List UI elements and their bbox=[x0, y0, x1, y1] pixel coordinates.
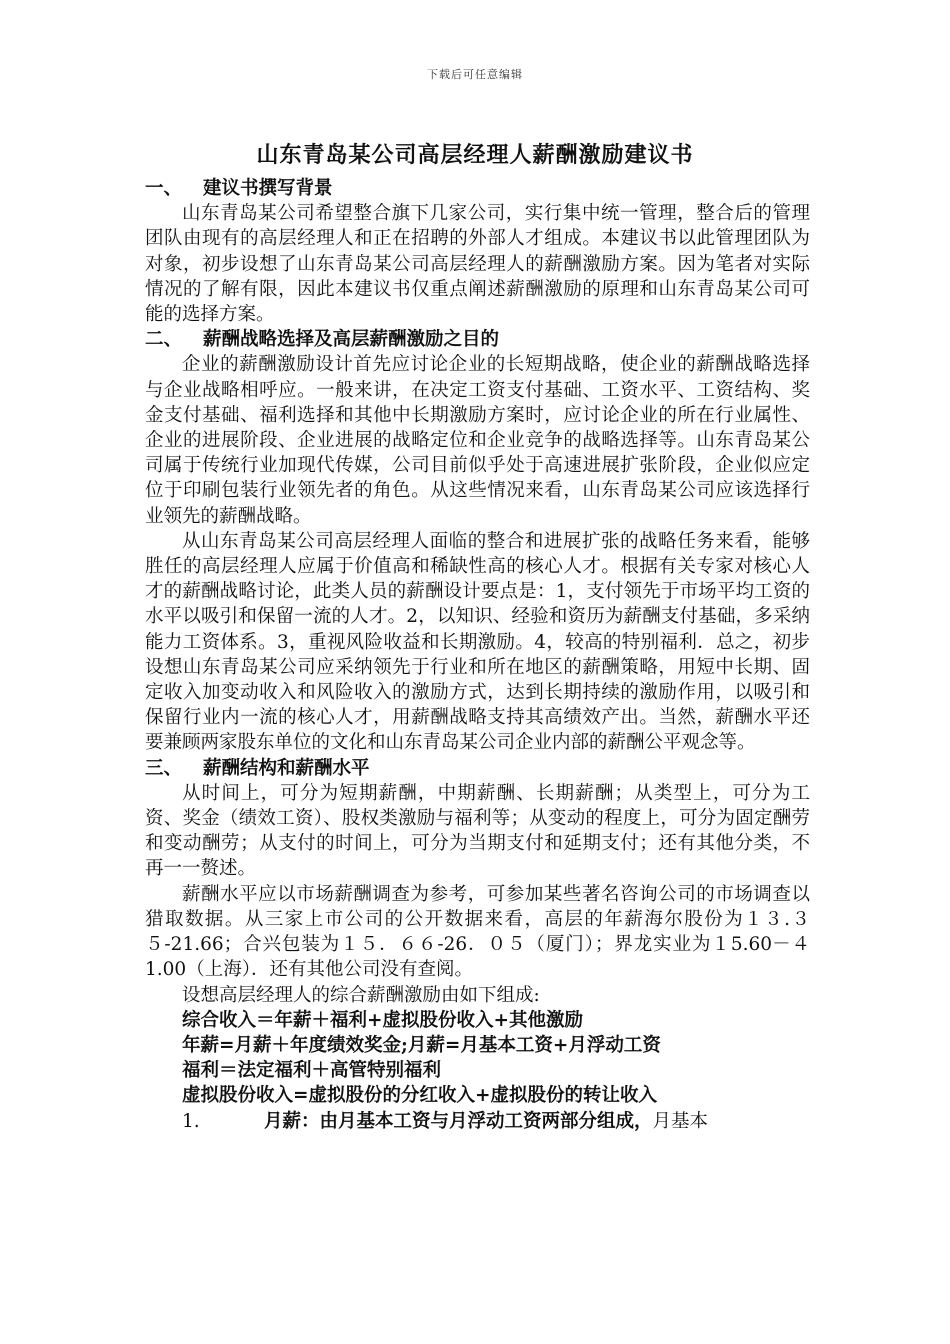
section-number: 三、 bbox=[145, 757, 183, 779]
paragraph: 薪酬水平应以市场薪酬调查为参考，可参加某些著名咨询公司的市场调查以猎取数据。从三家上市公司的公开数据来看，高层的年薪海尔股份为１３.３５-21.66；合兴包装为１５．６６-26．０５（厦门）；界龙实业为１5.60－４1.00（上海）．还有其他公司没有查阅。 bbox=[145, 883, 810, 981]
paragraph: 从时间上，可分为短期薪酬，中期薪酬、长期薪酬；从类型上，可分为工资、奖金（绩效工资）、股权类激励与福利等；从变动的程度上，可分为固定酬劳和变动酬劳；从支付的时间上，可分为当期支付和延期支付；还有其他分类，不再一一赘述。 bbox=[145, 782, 810, 880]
header-note: 下载后可任意编辑 bbox=[427, 68, 523, 81]
section-title: 薪酬结构和薪酬水平 bbox=[203, 757, 370, 779]
list-item bbox=[145, 1109, 810, 1134]
section-title: 薪酬战略选择及高层薪酬激励之目的 bbox=[203, 329, 500, 351]
section-number: 一、 bbox=[145, 178, 183, 199]
list-item-bold-text: 月薪：由月基本工资与月浮动工资两部分组成， bbox=[264, 1110, 653, 1132]
formula-line: 福利＝法定福利＋高管特别福利 bbox=[182, 1060, 442, 1082]
formula-line: 综合收入＝年薪＋福利+虚拟股份收入+其他激励 bbox=[182, 1009, 584, 1031]
list-item-text: 月基本 bbox=[652, 1110, 709, 1132]
document-body bbox=[145, 176, 810, 1134]
document-title: 山东青岛某公司高层经理人薪酬激励建议书 bbox=[256, 142, 694, 168]
formula-line: 虚拟股份收入=虚拟股份的分红收入+虚拟股份的转让收入 bbox=[182, 1085, 658, 1107]
section-title: 建议书撰写背景 bbox=[203, 178, 333, 199]
formula-line: 年薪=月薪＋年度绩效奖金;月薪=月基本工资+月浮动工资 bbox=[182, 1034, 661, 1056]
paragraph: 从山东青岛某公司高层经理人面临的整合和进展扩张的战略任务来看，能够胜任的高层经理人应属于价值高和稀缺性高的核心人才。根据有关专家对核心人才的薪酬战略讨论，此类人员的薪酬设计要点是：1，支付领先于市场平均工资的水平以吸引和保留一流的人才。2，以知识、经验和资历为薪酬支付基础，多采纳能力工资体系。3，重视风险收益和长期激励。4，较高的特别福利．总之，初步设想山东青岛某公司应采纳领先于行业和所在地区的薪酬策略，用短中长期、固定收入加变动收入和风险收入的激励方式，达到长期持续的激励作用，以吸引和保留行业内一流的核心人才，用薪酬战略支持其高绩效产出。当然，薪酬水平还要兼顾两家股东单位的文化和山东青岛某公司企业内部的薪酬公平观念等。 bbox=[145, 530, 810, 754]
section-heading-3 bbox=[145, 756, 810, 781]
section-heading-2 bbox=[145, 327, 810, 352]
paragraph: 山东青岛某公司希望整合旗下几家公司，实行集中统一管理，整合后的管理团队由现有的高层经理人和正在招聘的外部人才组成。本建议书以此管理团队为对象，初步设想了山东青岛某公司高层经理人的薪酬激励方案。因为笔者对实际情况的了解有限，因此本建议书仅重点阐述薪酬激励的原理和山东青岛某公司可能的选择方案。 bbox=[145, 203, 810, 326]
formula-intro: 设想高层经理人的综合薪酬激励由如下组成: bbox=[182, 984, 540, 1006]
section-number: 二、 bbox=[145, 329, 183, 351]
section-heading-1 bbox=[145, 176, 810, 201]
list-item-number: 1. bbox=[182, 1110, 200, 1132]
paragraph: 企业的薪酬激励设计首先应讨论企业的长短期战略，使企业的薪酬战略选择与企业战略相呼应。一般来讲，在决定工资支付基础、工资水平、工资结构、奖金支付基础、福利选择和其他中长期激励方案时，应讨论企业的所在行业属性、企业的进展阶段、企业进展的战略定位和企业竞争的战略选择等。山东青岛某公司属于传统行业加现代传媒，公司目前似乎处于高速进展扩张阶段，企业似应定位于印刷包装行业领先者的角色。从这些情况来看，山东青岛某公司应该选择行业领先的薪酬战略。 bbox=[145, 354, 810, 527]
